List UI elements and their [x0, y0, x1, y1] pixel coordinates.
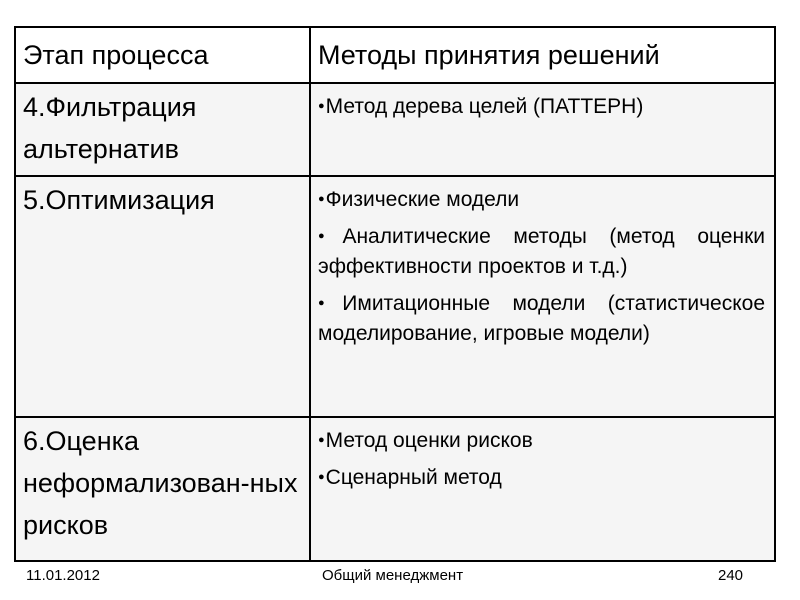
- methods-cell: [310, 176, 775, 417]
- method-text: Физические модели: [325, 188, 520, 211]
- header-cell-methods: [310, 27, 775, 83]
- footer-date: 11.01.2012: [26, 567, 100, 584]
- methods-list: [312, 85, 773, 122]
- method-text: Метод оценки рисков: [325, 429, 533, 452]
- header-stage-label: Этап процесса: [23, 40, 209, 70]
- method-item: [318, 288, 765, 349]
- methods-cell: [310, 83, 775, 176]
- stage-cell: [15, 417, 310, 561]
- method-item: [318, 221, 765, 282]
- table-row: [15, 417, 775, 561]
- methods-list: [312, 419, 773, 493]
- stage-label: 6.Оценка неформализован-ных рисков: [23, 426, 298, 540]
- table-header-row: [15, 27, 775, 83]
- bullet-icon: ●: [318, 297, 342, 309]
- bullet-icon: ●: [318, 230, 342, 242]
- table-row: [15, 83, 775, 176]
- bullet-icon: ●: [318, 434, 325, 446]
- stage-label: 5.Оптимизация: [23, 185, 215, 215]
- stage-label: 4.Фильтрация альтернатив: [23, 92, 197, 164]
- table-row: [15, 176, 775, 417]
- method-item: [318, 462, 765, 493]
- methods-list: [312, 178, 773, 349]
- header-cell-stage: [15, 27, 310, 83]
- method-item: [318, 184, 765, 215]
- decision-methods-table: [14, 26, 776, 562]
- bullet-icon: ●: [318, 471, 325, 483]
- method-item: [318, 425, 765, 456]
- footer-page-number: 240: [718, 567, 744, 584]
- stage-cell: [15, 176, 310, 417]
- method-text: Метод дерева целей (ПАТТЕРН): [325, 95, 644, 118]
- method-text: Имитационные модели (статистическое моделирование, игровые модели): [318, 292, 765, 345]
- methods-cell: [310, 417, 775, 561]
- method-item: [318, 91, 765, 122]
- bullet-icon: ●: [318, 193, 325, 205]
- footer-title: Общий менеджмент: [322, 567, 464, 584]
- stage-cell: [15, 83, 310, 176]
- header-methods-label: Методы принятия решений: [318, 40, 660, 70]
- bullet-icon: ●: [318, 100, 325, 112]
- method-text: Аналитические методы (метод оценки эффективности проектов и т.д.): [318, 225, 765, 278]
- method-text: Сценарный метод: [325, 466, 502, 489]
